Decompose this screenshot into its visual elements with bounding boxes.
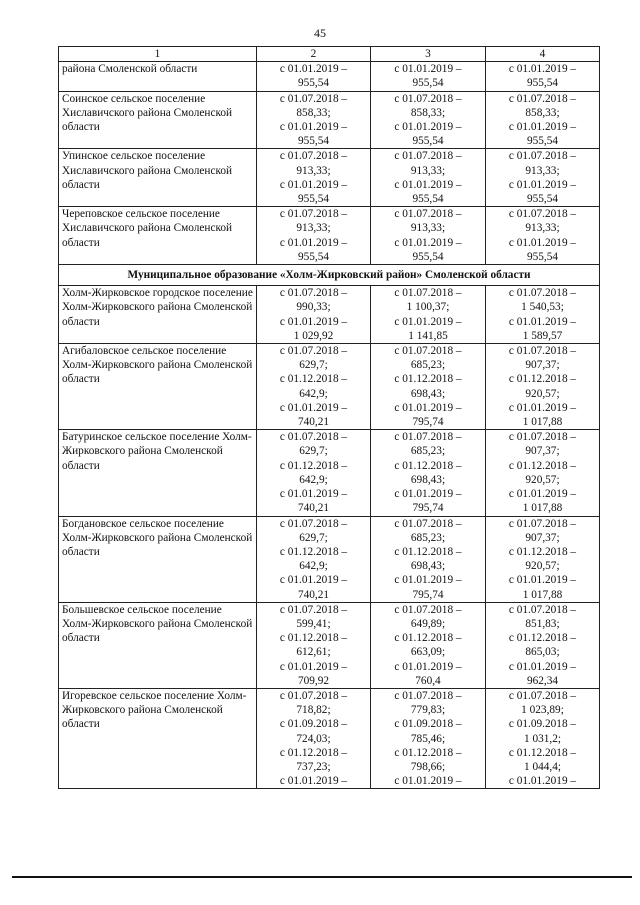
tariff-line: с 01.01.2019 – bbox=[394, 401, 462, 414]
tariff-line: 907,37; bbox=[525, 531, 560, 544]
tariff-cell-c3 bbox=[371, 207, 486, 265]
table-body-section bbox=[59, 265, 600, 286]
tariff-line: 955,54 bbox=[412, 77, 444, 90]
tariff-line: 913,33; bbox=[410, 222, 446, 235]
table-row bbox=[59, 688, 600, 788]
tariff-line: 737,23; bbox=[296, 760, 331, 773]
tariff-line: с 01.01.2019 – bbox=[394, 63, 462, 76]
tariff-line: 962,34 bbox=[526, 674, 559, 687]
tariff-line: 629,7; bbox=[299, 359, 328, 372]
tariff-line: с 01.01.2019 – bbox=[394, 660, 462, 673]
tariff-table bbox=[58, 46, 600, 789]
tariff-line: 920,57; bbox=[525, 387, 560, 400]
tariff-line: с 01.01.2019 – bbox=[508, 121, 577, 134]
tariff-line: с 01.07.2018 – bbox=[279, 287, 348, 300]
settlement-name: Холм-Жирковское городское поселение Холм-Жирковского района Смоленской области bbox=[59, 286, 257, 344]
tariff-line: с 01.12.2018 – bbox=[508, 373, 577, 386]
settlement-name: района Смоленской области bbox=[59, 62, 257, 91]
tariff-cell-c2 bbox=[257, 344, 371, 430]
tariff-line: с 01.01.2019 – bbox=[394, 178, 462, 191]
tariff-line: с 01.01.2019 – bbox=[279, 178, 348, 191]
tariff-line: с 01.07.2018 – bbox=[508, 92, 577, 105]
tariff-line: с 01.07.2018 – bbox=[279, 689, 348, 702]
settlement-name: Соинское сельское поселение Хиславичского района Смоленской области bbox=[59, 91, 257, 149]
tariff-line: с 01.01.2019 – bbox=[279, 121, 348, 134]
tariff-line: 642,9; bbox=[299, 560, 328, 573]
header-col-2: 2 bbox=[257, 47, 371, 62]
table-row bbox=[59, 207, 600, 265]
tariff-cell-c2 bbox=[257, 688, 371, 788]
section-header-row bbox=[59, 265, 600, 286]
tariff-line: 1 540,53; bbox=[521, 301, 564, 314]
tariff-line: 698,43; bbox=[410, 473, 446, 486]
tariff-line: 858,33; bbox=[410, 106, 446, 119]
table-body-holm-zhirkovsky bbox=[59, 286, 600, 789]
tariff-line: 663,09; bbox=[410, 646, 446, 659]
tariff-line: 865,03; bbox=[525, 646, 560, 659]
tariff-cell-c4 bbox=[486, 91, 600, 149]
tariff-line: 858,33; bbox=[296, 106, 331, 119]
tariff-cell-c4 bbox=[486, 286, 600, 344]
tariff-cell-c3 bbox=[371, 344, 486, 430]
tariff-line: 955,54 bbox=[297, 250, 330, 263]
tariff-line: 1 017,88 bbox=[522, 416, 563, 429]
tariff-line: с 01.12.2018 – bbox=[394, 545, 462, 558]
tariff-line: 955,54 bbox=[297, 77, 330, 90]
tariff-line: с 01.07.2018 – bbox=[508, 150, 577, 163]
tariff-line: с 01.01.2019 – bbox=[508, 574, 577, 587]
tariff-line: 599,41; bbox=[296, 617, 331, 630]
tariff-line: 955,54 bbox=[412, 250, 444, 263]
tariff-cell-c3 bbox=[371, 62, 486, 91]
tariff-line: 1 017,88 bbox=[522, 502, 563, 515]
table-body-hislavichi bbox=[59, 62, 600, 265]
tariff-cell-c4 bbox=[486, 516, 600, 602]
tariff-line: с 01.01.2019 – bbox=[508, 178, 577, 191]
tariff-line: с 01.01.2019 – bbox=[394, 315, 462, 328]
settlement-name: Богдановское сельское поселение Холм-Жирковского района Смоленской области bbox=[59, 516, 257, 602]
tariff-cell-c2 bbox=[257, 62, 371, 91]
tariff-line: с 01.12.2018 – bbox=[279, 632, 348, 645]
tariff-line: с 01.07.2018 – bbox=[394, 689, 462, 702]
tariff-line: с 01.01.2019 – bbox=[279, 660, 348, 673]
page-number: 45 bbox=[314, 26, 326, 40]
tariff-line: с 01.07.2018 – bbox=[279, 92, 348, 105]
tariff-line: с 01.12.2018 – bbox=[279, 459, 348, 472]
tariff-line: с 01.07.2018 – bbox=[279, 603, 348, 616]
tariff-line: 907,37; bbox=[525, 445, 560, 458]
tariff-line: 920,57; bbox=[525, 560, 560, 573]
tariff-line: 709,92 bbox=[297, 674, 330, 687]
tariff-cell-c2 bbox=[257, 207, 371, 265]
tariff-line: 612,61; bbox=[296, 646, 331, 659]
tariff-line: 685,23; bbox=[410, 359, 446, 372]
tariff-line: с 01.01.2019 – bbox=[508, 660, 577, 673]
tariff-line: с 01.07.2018 – bbox=[394, 150, 462, 163]
table-row bbox=[59, 344, 600, 430]
tariff-line: с 01.12.2018 – bbox=[508, 459, 577, 472]
settlement-name: Батуринское сельское поселение Холм-Жирковского района Смоленской области bbox=[59, 430, 257, 516]
tariff-cell-c2 bbox=[257, 516, 371, 602]
tariff-line: 851,83; bbox=[525, 617, 560, 630]
tariff-line: с 01.07.2018 – bbox=[394, 431, 462, 444]
tariff-line: с 01.12.2018 – bbox=[508, 545, 577, 558]
tariff-line: с 01.07.2018 – bbox=[279, 208, 348, 221]
tariff-line: с 01.12.2018 – bbox=[279, 746, 348, 759]
tariff-line: 955,54 bbox=[297, 135, 330, 148]
tariff-line: 1 017,88 bbox=[522, 588, 563, 601]
tariff-line: 629,7; bbox=[299, 531, 328, 544]
tariff-line: 685,23; bbox=[410, 445, 446, 458]
tariff-line: с 01.07.2018 – bbox=[508, 431, 577, 444]
settlement-name: Агибаловское сельское поселение Холм-Жирковского района Смоленской области bbox=[59, 344, 257, 430]
tariff-line: 1 100,37; bbox=[406, 301, 450, 314]
tariff-line: 629,7; bbox=[299, 445, 328, 458]
tariff-line: с 01.12.2018 – bbox=[508, 746, 577, 759]
tariff-line: 698,43; bbox=[410, 387, 446, 400]
tariff-line: 649,89; bbox=[410, 617, 446, 630]
settlement-name: Большевское сельское поселение Холм-Жирковского района Смоленской области bbox=[59, 602, 257, 688]
tariff-line: с 01.12.2018 – bbox=[394, 746, 462, 759]
tariff-cell-c4 bbox=[486, 62, 600, 91]
tariff-line: с 01.07.2018 – bbox=[508, 208, 577, 221]
tariff-line: с 01.01.2019 – bbox=[279, 401, 348, 414]
settlement-name: Упинское сельское поселение Хиславичского района Смоленской области bbox=[59, 149, 257, 207]
tariff-line: 642,9; bbox=[299, 387, 328, 400]
tariff-cell-c2 bbox=[257, 286, 371, 344]
tariff-cell-c4 bbox=[486, 430, 600, 516]
tariff-line: 795,74 bbox=[412, 502, 444, 515]
tariff-line: с 01.07.2018 – bbox=[508, 603, 577, 616]
tariff-line: с 01.12.2018 – bbox=[394, 632, 462, 645]
tariff-line: 760,4 bbox=[415, 674, 441, 687]
table-header-row bbox=[59, 47, 600, 62]
tariff-line: 990,33; bbox=[296, 301, 331, 314]
section-title: Муниципальное образование «Холм-Жирковский район» Смоленской области bbox=[59, 265, 600, 286]
tariff-line: 955,54 bbox=[526, 193, 559, 206]
tariff-line: с 01.01.2019 – bbox=[508, 236, 577, 249]
tariff-line: 779,83; bbox=[410, 704, 446, 717]
tariff-line: 798,66; bbox=[410, 760, 446, 773]
table-row bbox=[59, 516, 600, 602]
tariff-line: 955,54 bbox=[526, 77, 559, 90]
table-row bbox=[59, 149, 600, 207]
tariff-line: с 01.07.2018 – bbox=[508, 689, 577, 702]
tariff-line: с 01.07.2018 – bbox=[508, 517, 577, 530]
tariff-cell-c3 bbox=[371, 149, 486, 207]
tariff-line: с 01.01.2019 – bbox=[508, 401, 577, 414]
header-col-4: 4 bbox=[486, 47, 600, 62]
header-col-1: 1 bbox=[59, 47, 257, 62]
tariff-line: с 01.01.2019 – bbox=[279, 236, 348, 249]
tariff-line: 1 023,89; bbox=[521, 704, 564, 717]
tariff-line: 1 029,92 bbox=[293, 329, 334, 342]
tariff-line: с 01.07.2018 – bbox=[279, 345, 348, 358]
tariff-line: с 01.09.2018 – bbox=[279, 718, 348, 731]
tariff-line: 1 141,85 bbox=[408, 329, 448, 342]
tariff-cell-c4 bbox=[486, 688, 600, 788]
tariff-line: с 01.12.2018 – bbox=[279, 545, 348, 558]
tariff-line: с 01.01.2019 – bbox=[508, 775, 577, 788]
tariff-line: 858,33; bbox=[525, 106, 560, 119]
tariff-line: 795,74 bbox=[412, 588, 444, 601]
tariff-line: 955,54 bbox=[412, 135, 444, 148]
tariff-line: 740,21 bbox=[297, 416, 330, 429]
tariff-cell-c3 bbox=[371, 516, 486, 602]
tariff-line: 913,33; bbox=[525, 222, 560, 235]
tariff-line: с 01.09.2018 – bbox=[394, 718, 462, 731]
tariff-line: с 01.01.2019 – bbox=[394, 775, 462, 788]
tariff-line: с 01.12.2018 – bbox=[508, 632, 577, 645]
settlement-name: Игоревское сельское поселение Холм-Жирковского района Смоленской области bbox=[59, 688, 257, 788]
tariff-line: с 01.07.2018 – bbox=[394, 287, 462, 300]
tariff-line: с 01.01.2019 – bbox=[508, 63, 577, 76]
tariff-line: 913,33; bbox=[296, 222, 331, 235]
tariff-line: 785,46; bbox=[410, 732, 446, 745]
tariff-line: 907,37; bbox=[525, 359, 560, 372]
tariff-line: 913,33; bbox=[525, 164, 560, 177]
header-col-3: 3 bbox=[371, 47, 486, 62]
tariff-line: 913,33; bbox=[410, 164, 446, 177]
tariff-cell-c3 bbox=[371, 688, 486, 788]
tariff-line: с 01.07.2018 – bbox=[394, 208, 462, 221]
tariff-line: 913,33; bbox=[296, 164, 331, 177]
tariff-cell-c4 bbox=[486, 207, 600, 265]
tariff-line: 740,21 bbox=[297, 588, 330, 601]
tariff-cell-c3 bbox=[371, 286, 486, 344]
tariff-line: с 01.09.2018 – bbox=[508, 718, 577, 731]
tariff-line: 955,54 bbox=[526, 250, 559, 263]
tariff-cell-c2 bbox=[257, 91, 371, 149]
tariff-line: с 01.07.2018 – bbox=[279, 517, 348, 530]
tariff-line: с 01.07.2018 – bbox=[279, 150, 348, 163]
tariff-line: с 01.01.2019 – bbox=[394, 574, 462, 587]
tariff-line: с 01.01.2019 – bbox=[279, 775, 348, 788]
tariff-line: с 01.01.2019 – bbox=[279, 574, 348, 587]
tariff-cell-c4 bbox=[486, 149, 600, 207]
tariff-line: 795,74 bbox=[412, 416, 444, 429]
tariff-line: с 01.01.2019 – bbox=[279, 488, 348, 501]
tariff-cell-c4 bbox=[486, 344, 600, 430]
tariff-line: 920,57; bbox=[525, 473, 560, 486]
tariff-cell-c4 bbox=[486, 602, 600, 688]
table-row bbox=[59, 91, 600, 149]
tariff-line: с 01.07.2018 – bbox=[279, 431, 348, 444]
tariff-line: с 01.01.2019 – bbox=[508, 488, 577, 501]
tariff-line: с 01.12.2018 – bbox=[394, 373, 462, 386]
tariff-line: 740,21 bbox=[297, 502, 330, 515]
tariff-line: 955,54 bbox=[412, 193, 444, 206]
tariff-line: с 01.12.2018 – bbox=[394, 459, 462, 472]
table-row bbox=[59, 62, 600, 91]
table-row bbox=[59, 602, 600, 688]
settlement-name: Череповское сельское поселение Хиславичского района Смоленской области bbox=[59, 207, 257, 265]
page-bottom-rule bbox=[12, 876, 632, 878]
tariff-cell-c3 bbox=[371, 91, 486, 149]
tariff-line: с 01.07.2018 – bbox=[394, 345, 462, 358]
tariff-line: с 01.01.2019 – bbox=[394, 121, 462, 134]
tariff-cell-c2 bbox=[257, 602, 371, 688]
tariff-line: 955,54 bbox=[526, 135, 559, 148]
tariff-line: с 01.01.2019 – bbox=[394, 236, 462, 249]
table-row bbox=[59, 286, 600, 344]
tariff-line: 724,03; bbox=[296, 732, 331, 745]
tariff-line: с 01.07.2018 – bbox=[508, 287, 577, 300]
tariff-line: 1 044,4; bbox=[523, 760, 562, 773]
tariff-line: 1 031,2; bbox=[523, 732, 562, 745]
tariff-line: с 01.12.2018 – bbox=[279, 373, 348, 386]
tariff-line: 685,23; bbox=[410, 531, 446, 544]
tariff-line: с 01.01.2019 – bbox=[394, 488, 462, 501]
tariff-line: с 01.01.2019 – bbox=[279, 63, 348, 76]
tariff-line: с 01.01.2019 – bbox=[279, 315, 348, 328]
tariff-cell-c2 bbox=[257, 149, 371, 207]
tariff-cell-c3 bbox=[371, 602, 486, 688]
tariff-line: с 01.07.2018 – bbox=[508, 345, 577, 358]
tariff-line: с 01.07.2018 – bbox=[394, 517, 462, 530]
tariff-line: 698,43; bbox=[410, 560, 446, 573]
tariff-line: с 01.07.2018 – bbox=[394, 92, 462, 105]
tariff-line: 955,54 bbox=[297, 193, 330, 206]
table-row bbox=[59, 430, 600, 516]
tariff-line: 642,9; bbox=[299, 473, 328, 486]
tariff-line: с 01.07.2018 – bbox=[394, 603, 462, 616]
tariff-line: 1 589,57 bbox=[522, 329, 563, 342]
tariff-cell-c2 bbox=[257, 430, 371, 516]
tariff-cell-c3 bbox=[371, 430, 486, 516]
tariff-line: 718,82; bbox=[296, 704, 331, 717]
tariff-line: с 01.01.2019 – bbox=[508, 315, 577, 328]
